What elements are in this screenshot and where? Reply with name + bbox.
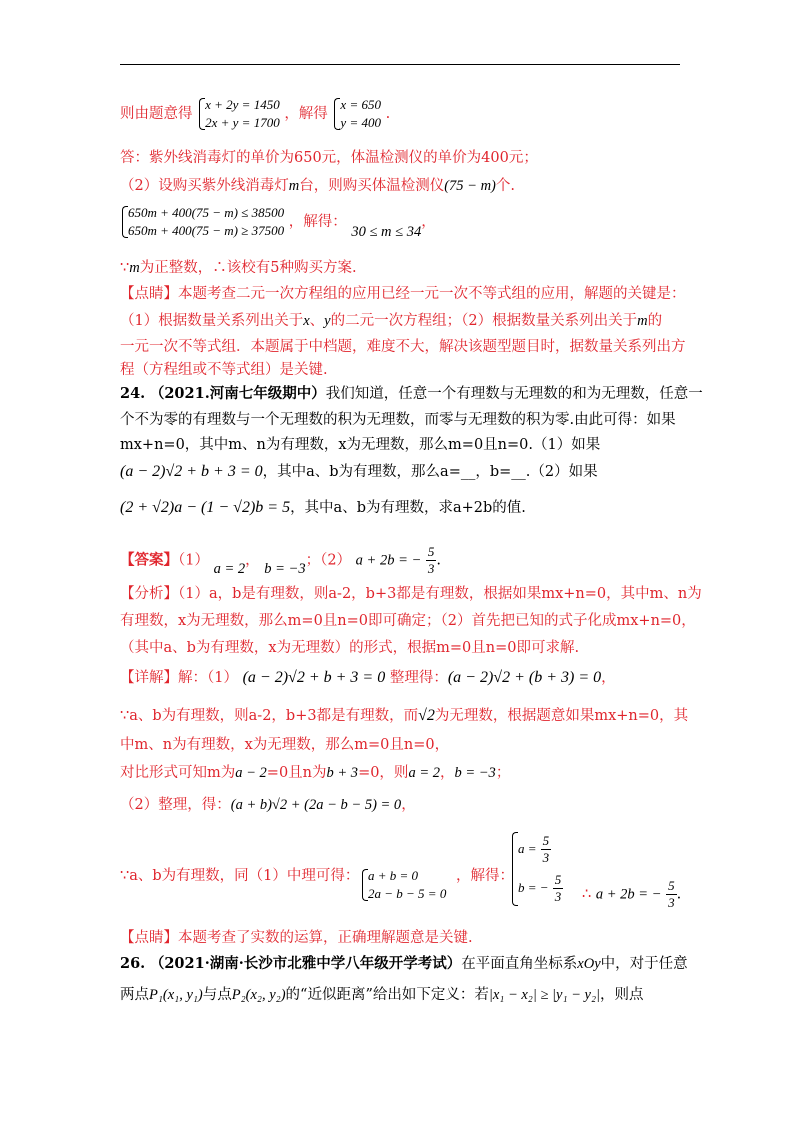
equation: 2x + y = 1700 (205, 115, 280, 130)
question-source: （2021·湖南·长沙市北雅中学八年级开学考试） (149, 955, 462, 972)
point-expression: P₁(x₁, y₁) (149, 987, 203, 1003)
denominator: 3 (668, 895, 675, 910)
expression: (75 − m) (444, 178, 496, 194)
text: . (676, 886, 682, 903)
header-rule (120, 64, 680, 65)
equation: (a − 2)√2 + b + 3 = 0 (242, 669, 386, 686)
answer-block (120, 544, 441, 577)
text: （2）设购买紫外线消毒灯 (120, 178, 289, 194)
equation: x = 650 (340, 97, 381, 112)
text: 的 (647, 313, 663, 329)
equation: a + b = 0 (368, 868, 419, 883)
equation: y = 400 (340, 115, 381, 130)
text: 对比形式可知m为 (120, 765, 236, 781)
text: ，则点 (600, 987, 644, 1003)
inequality-system (120, 204, 284, 240)
equation: (a + b)√2 + (2a − b − 5) = 0 (230, 797, 402, 813)
variable: m (637, 313, 648, 329)
numerator: 5 (554, 872, 562, 887)
question-24-line (120, 462, 598, 482)
comment-line: 一元一次不等式组．本题属于中档题，难度不大，解决该题型题目时，据数量关系列出方 (120, 339, 686, 355)
question-source: （2021.河南七年级期中） (149, 385, 326, 402)
text: 台，则购买体温检测仪 (299, 178, 445, 194)
condition-expression: |x₁ − x₂| ≥ |y₁ − y₂| (488, 987, 600, 1003)
question-24-line: 个不为零的有理数与一个无理数的积为无理数，而零与无理数的积为零.由此可得：如果 (120, 412, 676, 428)
fraction (666, 878, 677, 911)
detail-line (120, 706, 688, 726)
sqrt-expression: √2 (418, 707, 435, 724)
variable: x (303, 313, 310, 329)
text: 我们知道，任意一个有理数与无理数的和为无理数，任意一 (325, 386, 703, 402)
text: 两点 (120, 987, 149, 1003)
solution-system-line (120, 96, 390, 132)
text: 中，对于任意 (600, 956, 688, 972)
text: 为无理数，根据题意如果mx+n=0，其 (434, 708, 689, 724)
equation: a + 2b = − (355, 552, 422, 569)
analysis-line: 【分析】（1）a，b是有理数，则a-2，b+3都是有理数，根据如果mx+n=0，其中m、n为 (120, 586, 702, 602)
expression: a = (518, 841, 537, 856)
fraction (541, 833, 552, 866)
equation: a = 2 (213, 560, 246, 577)
text: ∵a、b为有理数，则a-2，b+3都是有理数，而 (120, 708, 419, 724)
result-b (518, 869, 563, 908)
therefore-symbol: ∴ (582, 886, 592, 903)
detail-line (120, 668, 616, 688)
text: ， (421, 214, 436, 230)
result-a (518, 830, 563, 869)
detail-line: 中m、n为有理数，x为无理数，那么m=0且n=0， (120, 737, 450, 753)
expression: b = −3 (454, 765, 496, 781)
text: 整理得： (389, 670, 448, 686)
numerator: 5 (668, 878, 675, 893)
question-24-line: mx+n=0，其中m、n为有理数，x为无理数，那么m=0且n=0.（1）如果 (120, 437, 601, 453)
question-number: 24. (120, 385, 146, 402)
text: （2） (320, 552, 352, 569)
text: （2）整理，得： (120, 797, 231, 813)
solution-system (332, 96, 381, 132)
comment-line (120, 311, 662, 331)
text: 、 (309, 313, 325, 329)
inequality-system-line (120, 204, 436, 240)
text: ； (305, 552, 321, 569)
text: （1）根据数量关系列出关于 (120, 313, 304, 329)
comment-line: 程（方程组或不等式组）是关键. (120, 362, 328, 378)
equation: (a − 2)√2 + b + 3 = 0 (120, 463, 263, 480)
equation: b = −3 (264, 560, 306, 577)
text: ，其中a、b为有理数，求a+2b的值. (290, 500, 526, 516)
text: . (436, 552, 441, 569)
variable: y (324, 313, 331, 329)
expression: b = − (518, 880, 549, 895)
text: （1） (178, 552, 209, 569)
expression: b + 3 (326, 765, 359, 781)
detail-line (120, 763, 510, 783)
variable: m (288, 178, 300, 194)
question-26-line (120, 985, 644, 1005)
fraction (426, 544, 437, 577)
equation-system (360, 867, 446, 903)
result-system (510, 830, 563, 908)
analysis-line: （其中a、b为有理数，x为无理数）的形式，根据m=0且n=0即可求解. (120, 640, 580, 656)
equation-system (197, 96, 280, 132)
fraction (553, 872, 564, 905)
inequality-result: 30 ≤ m ≤ 34 (351, 224, 422, 240)
text: ， (601, 670, 616, 686)
numerator: 5 (427, 544, 435, 559)
text: ，解得： (456, 868, 514, 884)
expression: a + 2b = − (595, 886, 662, 903)
equation: (a − 2)√2 + (b + 3) = 0 (447, 669, 602, 686)
text: . (385, 106, 391, 122)
text: 与点 (202, 987, 232, 1003)
denominator: 3 (542, 850, 550, 865)
detail-line (120, 866, 359, 886)
question-24-line (120, 384, 703, 404)
question-26-line (120, 954, 688, 974)
text: 的“近似距离”给出如下定义：若 (285, 987, 489, 1003)
expression: a − 2 (235, 765, 267, 781)
inequality: 650m + 400(75 − m) ≤ 38500 (128, 205, 285, 220)
expression: xOy (577, 956, 601, 972)
equation: 2a − b − 5 = 0 (368, 886, 447, 901)
answer-line: 答：紫外线消毒灯的单价为650元，体温检测仪的单价为400元； (120, 150, 538, 166)
question-number: 26. (120, 955, 146, 972)
text: =0且n为 (266, 765, 327, 781)
text: ，其中a、b为有理数，那么a=__，b=__.（2）如果 (262, 464, 598, 480)
text: 个. (495, 178, 515, 194)
denominator: 3 (427, 561, 435, 576)
comment-line: 【点睛】本题考查二元一次方程组的应用已经一元一次不等式组的应用，解题的关键是： (120, 286, 686, 302)
because-symbol: ∵ (120, 260, 130, 276)
text: =0，则 (358, 765, 409, 781)
text: ，解得 (284, 106, 328, 122)
numerator: 5 (542, 833, 550, 848)
equation: x + 2y = 1450 (205, 97, 280, 112)
denominator: 3 (554, 889, 562, 904)
answer-label: 【答案】 (120, 551, 178, 569)
detail-line (120, 795, 416, 815)
point-expression: P₂(x₂, y₂) (231, 987, 286, 1003)
text: ，解得： (288, 214, 347, 230)
equation: (2 + √2)a − (1 − √2)b = 5 (120, 499, 291, 516)
analysis-line: 有理数，x为无理数，那么m=0且n=0即可确定；（2）首先把已知的式子化成mx+n=0， (120, 613, 696, 629)
part2-setup-line (120, 176, 515, 196)
text: 在平面直角坐标系 (461, 956, 578, 972)
text: ， (245, 552, 260, 569)
question-24-line (120, 498, 526, 518)
text: 的二元一次方程组；（2）根据数量关系列出关于 (330, 313, 638, 329)
text: ∵a、b为有理数，同（1）中理可得： (120, 868, 360, 884)
expression: a = 2 (408, 765, 440, 781)
variable: m (129, 260, 140, 276)
text: 则由题意得 (120, 106, 193, 122)
comment-line: 【点睛】本题考查了实数的运算，正确理解题意是关键. (120, 930, 473, 946)
inequality: 650m + 400(75 − m) ≥ 37500 (128, 223, 285, 238)
text: 【详解】解：（1） (120, 670, 238, 686)
text: ； (495, 765, 511, 781)
text: 为正整数，∴该校有5种购买方案. (139, 260, 357, 276)
text: ， (401, 797, 416, 813)
text: ， (439, 765, 455, 781)
therefore-result (582, 878, 681, 911)
conclusion-line (120, 258, 357, 278)
